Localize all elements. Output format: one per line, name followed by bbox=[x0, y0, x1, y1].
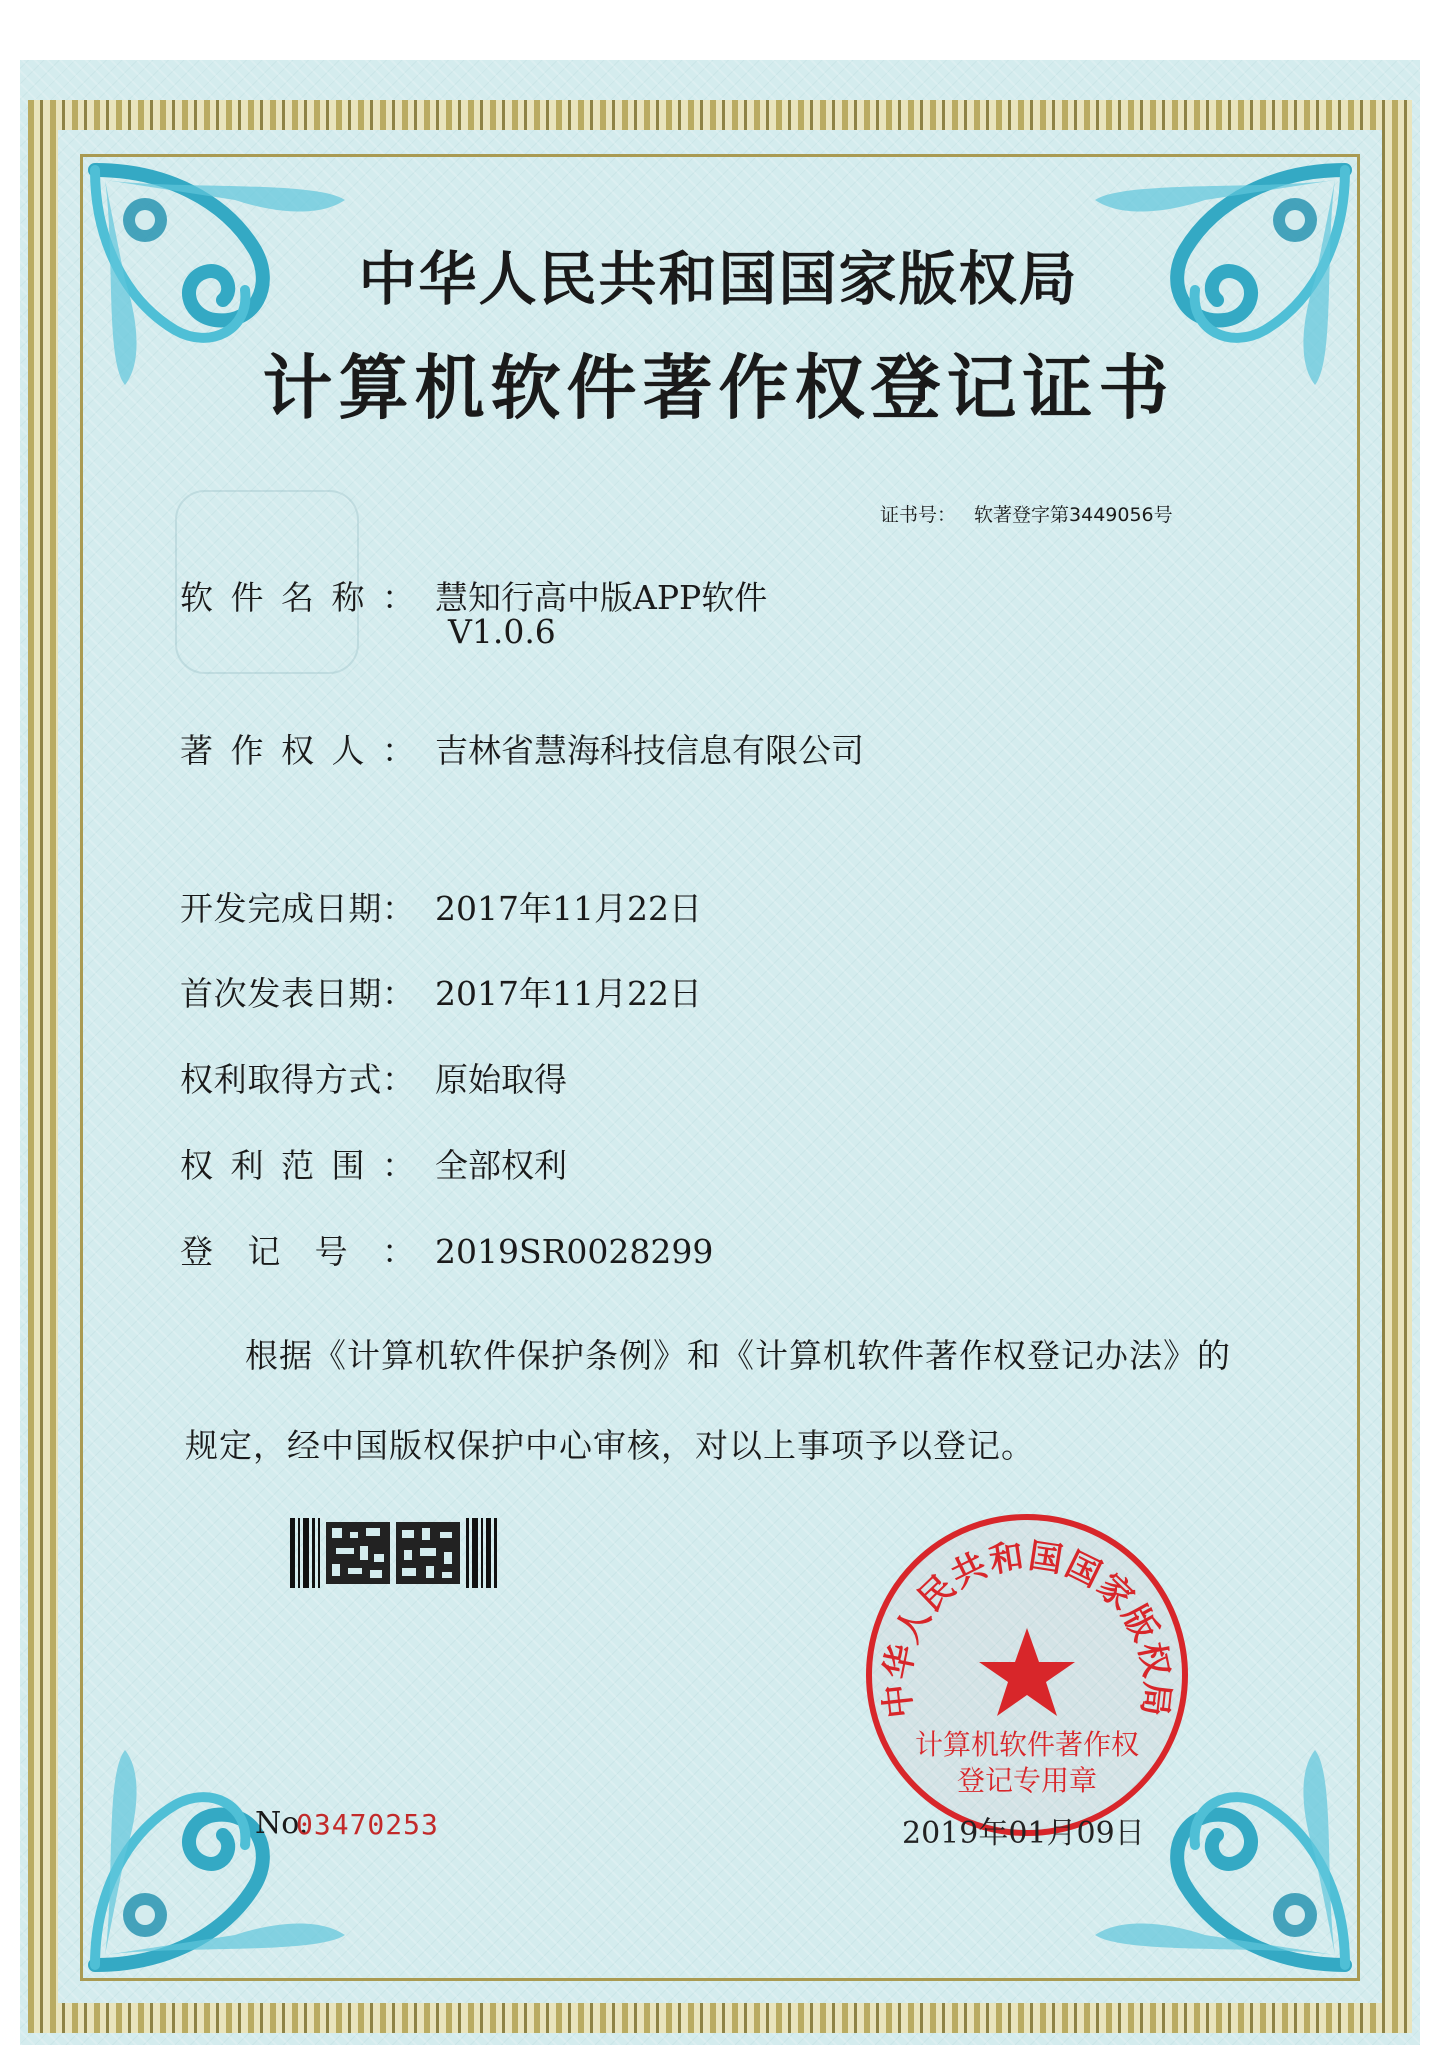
field-label: 权利范围： bbox=[180, 1146, 415, 1185]
field-value: 2017年11月22日 bbox=[435, 889, 702, 928]
field-acquisition-method bbox=[180, 1054, 567, 1101]
field-label: 权利取得方式： bbox=[180, 1060, 415, 1099]
issuer-title: 中华人民共和国国家版权局 bbox=[358, 245, 1079, 313]
seal-inner-line-1: 计算机软件著作权 bbox=[914, 1728, 1140, 1761]
field-label: 登记号： bbox=[180, 1232, 415, 1271]
field-label: 软件名称： bbox=[180, 578, 415, 617]
field-rights-scope bbox=[180, 1140, 567, 1187]
serial-number: 03470253 bbox=[296, 1808, 439, 1841]
field-value: 原始取得 bbox=[435, 1060, 567, 1099]
field-label: 首次发表日期： bbox=[180, 974, 415, 1013]
issue-date: 2019年01月09日 bbox=[902, 1816, 1145, 1851]
field-value: 全部权利 bbox=[435, 1146, 567, 1185]
field-copyright-owner bbox=[180, 725, 864, 772]
field-completion-date bbox=[180, 883, 702, 930]
field-value: 2019SR0028299 bbox=[435, 1232, 714, 1271]
certificate-number-label: 证书号： bbox=[880, 504, 957, 526]
seal-inner-line-2: 登记专用章 bbox=[956, 1764, 1098, 1797]
certificate-number bbox=[880, 500, 1173, 527]
statement-line-1: 根据《计算机软件保护条例》和《计算机软件著作权登记办法》的 bbox=[245, 1336, 1231, 1375]
seal-outer-text: 中华人民共和国国家版权局 bbox=[876, 1536, 1178, 1721]
field-registration-number bbox=[180, 1226, 713, 1273]
field-software-version: V1.0.6 bbox=[448, 612, 556, 651]
statement-line-2: 规定，经中国版权保护中心审核，对以上事项予以登记。 bbox=[185, 1426, 1035, 1465]
corner-ornament-bottom-left bbox=[85, 1745, 355, 1975]
field-value: 吉林省慧海科技信息有限公司 bbox=[435, 731, 864, 770]
field-label: 著作权人： bbox=[180, 731, 415, 770]
field-value: 慧知行高中版APP软件 bbox=[435, 578, 768, 617]
certificate-title: 计算机软件著作权登记证书 bbox=[262, 346, 1175, 429]
field-publication-date bbox=[180, 968, 702, 1015]
qr-barcode bbox=[290, 1518, 500, 1588]
field-label: 开发完成日期： bbox=[180, 889, 415, 928]
certificate-number-value: 软著登字第3449056号 bbox=[974, 504, 1173, 526]
serial-label: No. bbox=[255, 1806, 309, 1841]
field-value: 2017年11月22日 bbox=[435, 974, 702, 1013]
official-seal bbox=[862, 1510, 1192, 1840]
